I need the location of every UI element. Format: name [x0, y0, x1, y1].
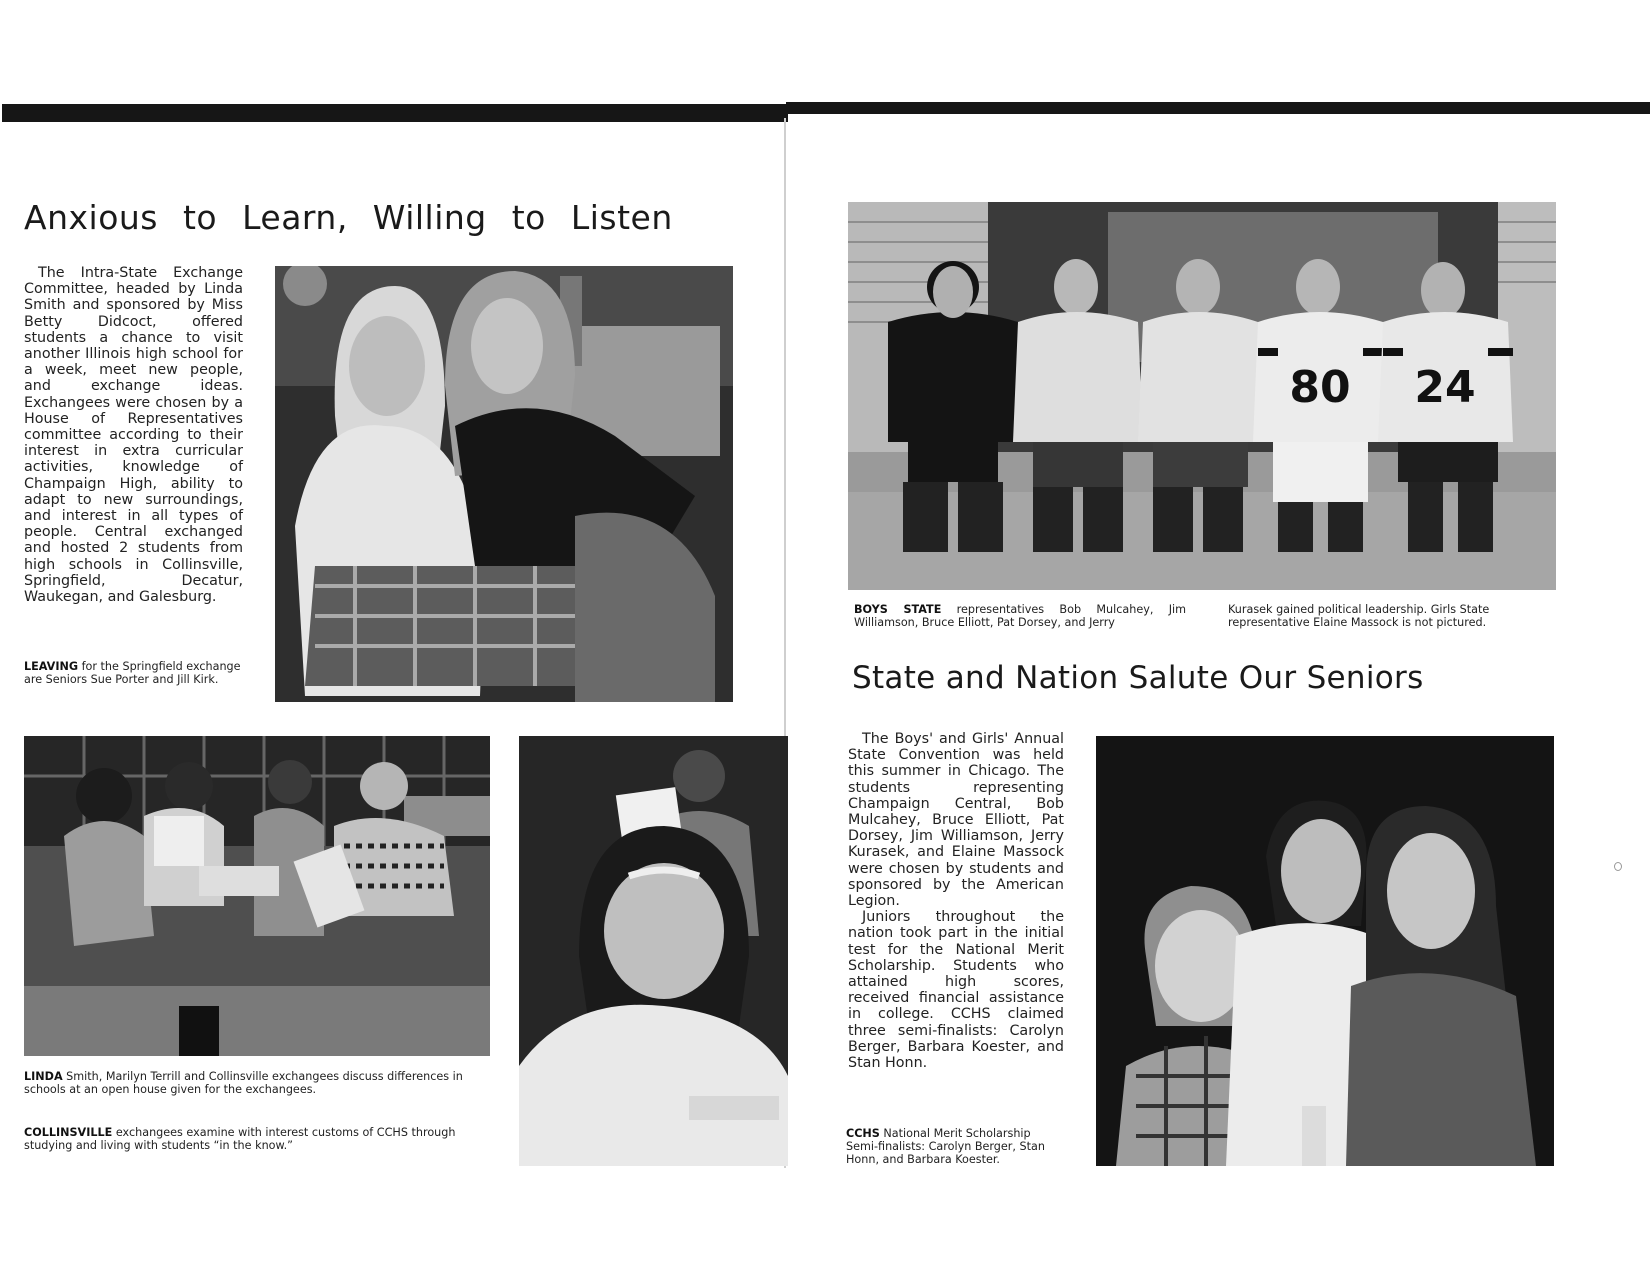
- caption-collinsville: [24, 1126, 490, 1152]
- right-page-top-border: [786, 102, 1650, 114]
- caption-linda: [24, 1070, 490, 1096]
- caption-linda-lead: LINDA: [24, 1070, 63, 1083]
- caption-leaving-text: for the Springfield exchange are Seniors Sue Porter and Jill Kirk.: [24, 660, 241, 686]
- caption-boys-state-continued: Kurasek gained political leadership. Girls State representative Elaine Massock is not pictured.: [1228, 603, 1490, 629]
- jersey-number-24: 24: [1414, 362, 1476, 413]
- photo-leaving-girls: [275, 266, 733, 702]
- caption-linda-text: Smith, Marilyn Terrill and Collinsville exchangees discuss differences in schools at an open house given for the exchangees.: [24, 1070, 463, 1096]
- left-page-headline: Anxious to Learn, Willing to Listen: [24, 198, 673, 237]
- photo-studying-girl: [519, 736, 788, 1166]
- caption-cchs-text: National Merit Scholarship Semi-finalists: Carolyn Berger, Stan Honn, and Barbara Koester.: [846, 1127, 1045, 1166]
- caption-boys-state: [854, 603, 1186, 629]
- jersey-number-80: 80: [1289, 362, 1351, 413]
- state-body-text: [848, 731, 1064, 1071]
- caption-leaving: [24, 660, 246, 686]
- caption-collinsville-lead: COLLINSVILLE: [24, 1126, 113, 1139]
- page-mark-circle: [1614, 862, 1622, 871]
- caption-cchs-lead: CCHS: [846, 1127, 880, 1140]
- caption-boys-state-text: representatives Bob Mulcahey, Jim Williamson, Bruce Elliott, Pat Dorsey, and Jerry: [854, 603, 1186, 629]
- photo-open-house: [24, 736, 490, 1056]
- photo-merit-semifinalists: [1096, 736, 1554, 1166]
- left-page-top-border: [2, 104, 788, 122]
- caption-collinsville-text: exchangees examine with interest customs of CCHS through studying and living with students “in the know.”: [24, 1126, 456, 1152]
- right-page-headline: State and Nation Salute Our Seniors: [852, 660, 1424, 696]
- caption-cchs: [846, 1127, 1062, 1166]
- state-body-paragraph-2: Juniors throughout the nation took part in the initial test for the National Merit Scholarship. Students who attained high scores, received financial assistance in college. CCHS claimed three semi-finalists: Carolyn Berger, Barbara Koester, and Stan Honn.: [848, 909, 1064, 1072]
- exchange-body-text: The Intra-State Exchange Committee, headed by Linda Smith and sponsored by Miss Betty Didcoct, offered students a chance to visit another Illinois high school for a week, meet new people, and exchange ideas. Exchangees were chosen by a House of Representatives committee according to their interest in extra curricular activities, knowledge of Champaign High, ability to adapt to new surroundings, and interest in all types of people. Central exchanged and hosted 2 students from high schools in Collinsville, Springfield, Decatur, Waukegan, and Galesburg.: [24, 265, 243, 606]
- caption-leaving-lead: LEAVING: [24, 660, 79, 673]
- state-body-paragraph-1: The Boys' and Girls' Annual State Convention was held this summer in Chicago. The students representing Champaign Central, Bob Mulcahey, Bruce Elliott, Pat Dorsey, Jim Williamson, Jerry Kurasek, and Elaine Massock were chosen by students and sponsored by the American Legion.: [848, 731, 1064, 910]
- photo-boys-state: [848, 202, 1556, 590]
- caption-boys-state-lead: BOYS STATE: [854, 603, 942, 616]
